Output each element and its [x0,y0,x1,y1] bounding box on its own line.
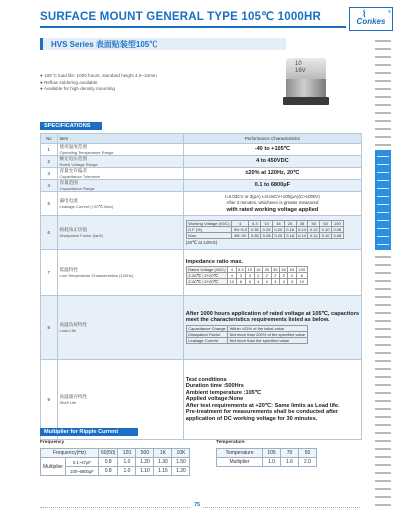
spec-row: 7 低温特性 Low Temperature Characteristics (120Hz) Impedance ratio max. Rated Voltage (VDC) 4 6.3 10 16 25 35 50 63 100 Z-25℃ / Z+20℃ 4 3 3 2 2 2 2 2 6 Z-40℃ / Z+20℃ 10 8 6 4 4 3 3 3 10 [41,250,362,296]
spec-row: 5 漏电电流 Leakage Current (+20℃ Max) I=0.03CV or 3(μA) I=0.04CV+100(μA)(C>1000V) After 2 minutes, whichever is greater measured with rated working voltage applied [41,192,362,216]
side-stripe [375,496,391,498]
capacitor-photo [283,55,329,107]
feature-item: ● Available for high density mounting [40,86,115,91]
multiplier-header [40,428,138,436]
series-banner [40,38,286,50]
side-stripe [375,432,391,434]
side-stripe [375,288,391,290]
header-no: No [41,134,58,144]
header-item: Item [57,134,183,144]
side-stripe [375,408,391,410]
logo-text: Conkes [356,17,386,26]
side-stripe [375,392,391,394]
side-stripe [375,264,391,266]
side-stripe [375,296,391,298]
side-stripe [375,304,391,306]
loadlife-table [186,325,308,344]
spec-row: 2 额定电压范围 Rated Voltage Range 4 to 450VDC [41,156,362,168]
capacitor-marking-capacitance: 10 [295,61,302,67]
side-stripe [375,416,391,418]
side-stripe [375,72,391,74]
side-tab-tick [377,220,389,221]
side-stripe [375,120,391,122]
side-stripe [375,352,391,354]
multiplier-title: Multiplier for Ripple Current [44,428,119,435]
spec-row: 3 容量允许偏差 Capacitance Tolerance ±20% at 120Hz, 20℃ [41,168,362,180]
df-row: D.F (%) Φ4~6.3 0.35 0.26 0.20 0.16 0.14 0.12 0.10 0.08 [188,226,342,232]
specifications-title: SPECIFICATIONS [44,122,91,129]
side-tab-tick [377,180,389,181]
df-table [186,220,344,239]
frequency-multiplier-table [40,448,190,476]
lowtemp-row: Z-40℃ / Z+20℃ 10 8 6 4 4 3 3 3 10 [186,279,307,285]
logo-mark-icon: ⌇ [362,9,367,19]
temperature-multiplier-table [216,448,317,467]
frequency-header-row: Frequency(Hz) 60(50) 120 500 1K 10K [41,449,190,458]
lowtemp-row: Z-25℃ / Z+20℃ 4 3 3 2 2 2 2 2 6 [186,273,307,279]
side-stripe [375,456,391,458]
series-title: HVS Series 表面贴装型105℃ [51,40,158,49]
side-stripe [375,112,391,114]
temperature-row: Multiplier 1.0 1.6 2.0 [217,458,317,467]
side-stripe [375,88,391,90]
lowtemp-table [186,266,308,285]
side-stripe [375,360,391,362]
feature-item: ● Reflow soldering available [40,79,98,85]
title-underline [40,26,346,28]
side-stripe [375,488,391,490]
specifications-header [40,122,102,130]
temperature-caption: Temperature [216,440,245,445]
side-stripe [375,128,391,130]
side-tab-tick [377,156,389,157]
spec-row: 1 使用温度范围 Operating Temperature Range -40 to +105℃ [41,144,362,156]
side-stripe [375,96,391,98]
side-tab-tick [377,164,389,165]
side-tab-tick [377,228,389,229]
side-tab-tick [377,172,389,173]
side-stripe [375,56,391,58]
side-stripe [375,272,391,274]
side-stripe [375,320,391,322]
header-performance: Performance Characteristics [183,134,361,144]
side-index-tab [375,150,391,250]
feature-item: ● 105°C load life: 1000 hours, standard height 4.5–10mm [40,73,157,78]
side-stripe [375,64,391,66]
side-tab-tick [377,204,389,205]
side-tab-tick [377,212,389,213]
side-stripe [375,328,391,330]
side-stripe [375,448,391,450]
brand-logo [349,7,393,31]
capacitor-base [283,97,329,105]
side-stripe [375,480,391,482]
side-tab-tick [377,244,389,245]
side-stripe [375,280,391,282]
page-title: SURFACE MOUNT GENERAL TYPE 105℃ 1000HR [40,11,322,23]
spec-row: 8 高温负荷特性 Load Life After 1000 hours application of rated voltage at 105℃, capacitors meet the characteristics requirements listed as below. Capacitance Change Within ±25% of the initial value Dissipation Factor Not more than 200% of the specified value Leakage Current Not more than the specified value [41,296,362,360]
capacitor-top [286,58,326,80]
side-stripe [375,400,391,402]
df-row: Working Voltage (VDC) 4 6.3 10 16 25 35 50 63 100 [186,220,343,226]
frequency-row: 100~6800μF 0.8 1.0 1.10 1.15 1.20 [41,467,190,476]
spec-header-row [41,134,362,144]
side-stripe [375,40,391,42]
side-stripe [375,144,391,146]
frequency-caption: Frequency [40,440,65,445]
side-stripe [375,472,391,474]
side-stripes [375,40,391,510]
side-stripe [375,48,391,50]
side-tab-tick [377,196,389,197]
side-stripe [375,104,391,106]
side-stripe [375,312,391,314]
side-stripe [375,424,391,426]
side-stripe [375,440,391,442]
loadlife-row: Capacitance Change Within ±25% of the initial value [186,325,307,331]
side-stripe [375,336,391,338]
specifications-table [40,133,362,440]
temperature-header-row: Temperature 105 70 50 [217,449,317,458]
side-stripe [375,344,391,346]
capacitor-body [286,79,326,99]
side-stripe [375,376,391,378]
side-stripe [375,504,391,506]
side-tab-tick [377,236,389,237]
side-stripe [375,256,391,258]
loadlife-row: Leakage Current Not more than the specified value [186,337,307,343]
side-stripe [375,136,391,138]
feature-list [40,73,157,93]
logo-registered-mark: ® [388,9,391,14]
df-row: Max. Φ8~20 0.35 0.28 0.20 0.18 0.14 0.12 0.10 0.08 [188,232,342,238]
side-tab-tick [377,188,389,189]
capacitor-marking-voltage: 16V [295,68,306,74]
side-stripe [375,368,391,370]
side-stripe [375,80,391,82]
spec-row: 4 容量范围 Capacitance Range 0.1 to 6800μF [41,180,362,192]
spec-row: 9 高温储存特性 Shelf Life Test conditions Duration time :500Hrs Ambient temperature :105℃ Applied voltage:None After test requirements at +20℃: Same limits as Load life. Pre-treatment for measurements shall be conducted after application of DC working voltage for 30 minutes. [41,360,362,440]
frequency-row: Multiplier 0.1~47μF 0.8 1.0 1.20 1.30 1.50 [41,458,190,467]
loadlife-row: Dissipation Factor Not more than 200% of the specified value [188,331,306,337]
side-stripe [375,384,391,386]
lowtemp-row: Rated Voltage (VDC) 4 6.3 10 16 25 35 50 63 100 [188,267,306,273]
spec-row: 6 损耗角正切值 Dissipation Factor (tanδ) Working Voltage (VDC) 4 6.3 10 16 25 35 50 63 100 D.F (%) Φ4~6.3 0.35 0.26 0.20 0.16 0.14 0.12 0.10 0.08 Max. Φ8~20 0.35 0.28 0.20 0.18 0.14 0.12 0.10 0.08 (20℃ at 120Hz) [41,216,362,250]
page-number: 75 [191,502,203,508]
side-stripe [375,464,391,466]
